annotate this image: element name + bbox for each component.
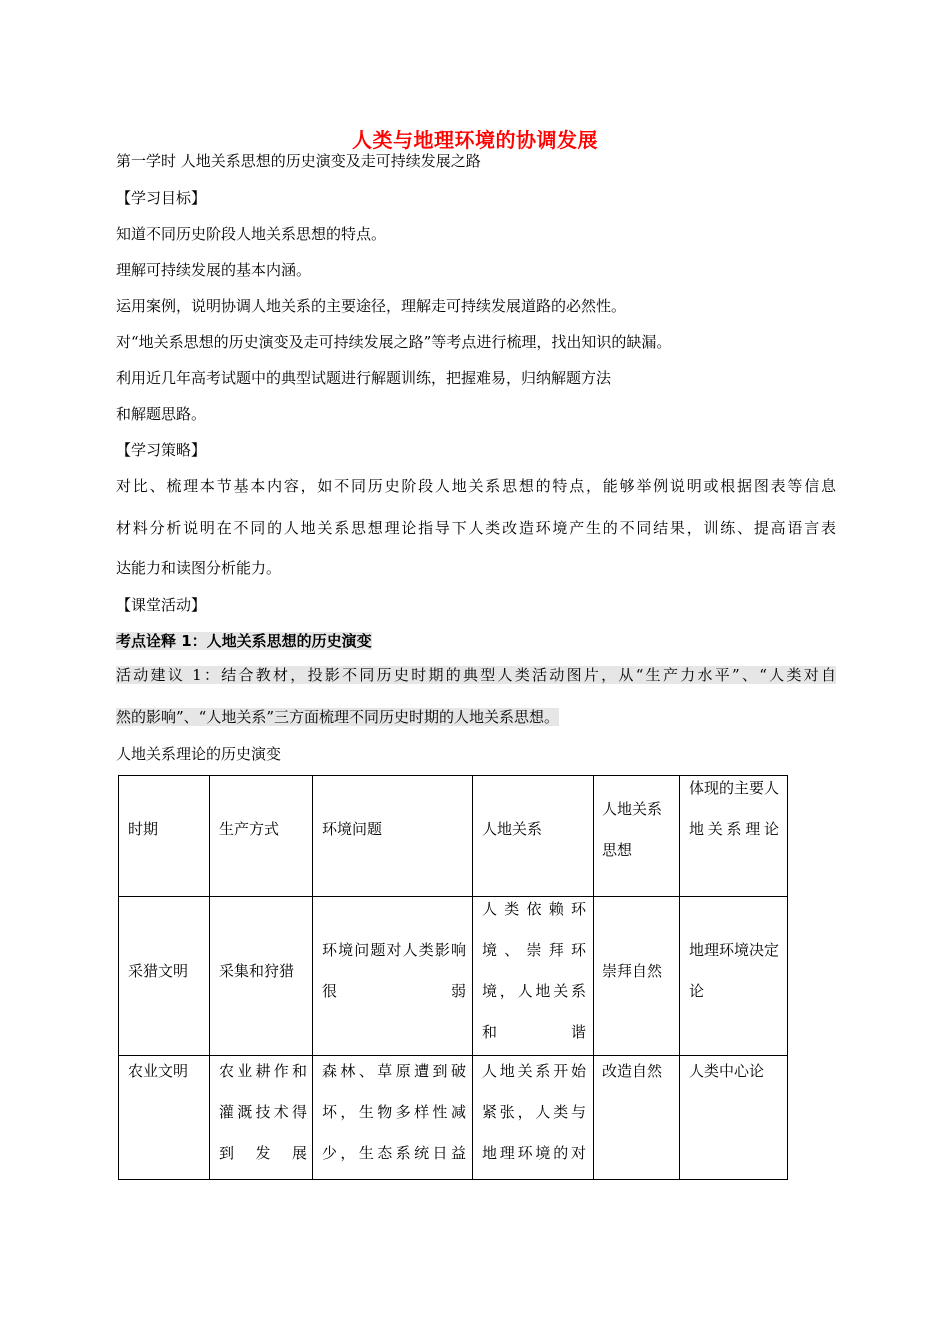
activity-suggestion-line: 活动建议 1：结合教材，投影不同历史时期的典型人类活动图片，从“生产力水平”、“人类对自 — [116, 666, 836, 684]
strategy-line: 达能力和读图分析能力。 — [116, 559, 282, 577]
table-border — [787, 775, 788, 1180]
table-header-cell: 体现的主要人地关系理论 — [689, 779, 780, 838]
objective-item: 知道不同历史阶段人地关系思想的特点。 — [116, 225, 387, 243]
table-border — [118, 775, 788, 776]
table-border — [118, 1179, 788, 1180]
objective-item: 运用案例，说明协调人地关系的主要途径，理解走可持续发展道路的必然性。 — [116, 297, 627, 315]
table-border — [118, 775, 119, 1180]
activity-heading: 【课堂活动】 — [116, 596, 207, 614]
theory-evolution-table — [118, 775, 788, 1180]
activity-suggestion-line: 然的影响”、“人地关系”三方面梳理不同历史时期的人地关系思想。 — [116, 708, 560, 726]
table-cell: 环境问题对人类影响很弱 — [322, 941, 466, 1000]
table-border — [679, 775, 680, 1180]
table-cell: 崇拜自然 — [602, 962, 663, 980]
table-cell: 人地关系开始紧张，人类与地理环境的对 — [482, 1062, 586, 1162]
table-border — [118, 896, 788, 897]
table-header-cell: 时期 — [128, 820, 159, 838]
table-cell: 人类中心论 — [689, 1062, 765, 1080]
table-header-cell: 生产方式 — [219, 820, 280, 838]
objectives-heading: 【学习目标】 — [116, 189, 207, 207]
strategy-heading: 【学习策略】 — [116, 441, 207, 459]
objective-item: 理解可持续发展的基本内涵。 — [116, 261, 312, 279]
table-header-cell: 人地关系 — [482, 820, 543, 838]
table-cell: 采猎文明 — [128, 962, 189, 980]
table-cell: 改造自然 — [602, 1062, 663, 1080]
lesson-subtitle: 第一学时 人地关系思想的历史演变及走可持续发展之路 — [116, 152, 481, 170]
objective-item: 和解题思路。 — [116, 405, 207, 423]
table-cell: 农业耕作和灌溉技术得到发展 — [219, 1062, 307, 1162]
table-cell: 采集和狩猎 — [219, 962, 295, 980]
table-caption: 人地关系理论的历史演变 — [116, 745, 282, 763]
table-header-cell: 人地关系思想 — [602, 800, 663, 859]
table-border — [312, 775, 313, 1180]
table-border — [593, 775, 594, 1180]
table-cell: 人类依赖环境、崇拜环境，人地关系和谐 — [482, 900, 586, 1041]
strategy-line: 材料分析说明在不同的人地关系思想理论指导下人类改造环境产生的不同结果，训练、提高语言表 — [116, 519, 836, 537]
table-header-cell: 环境问题 — [322, 820, 383, 838]
table-cell: 森林、草原遭到破坏，生物多样性减少，生态系统日益 — [322, 1062, 466, 1162]
strategy-line: 对比、梳理本节基本内容，如不同历史阶段人地关系思想的特点，能够举例说明或根据图表等信息 — [116, 477, 836, 495]
objective-item: 利用近几年高考试题中的典型试题进行解题训练，把握难易，归纳解题方法 — [116, 369, 612, 387]
table-cell: 地理环境决定论 — [689, 941, 780, 1000]
objective-item: 对“地关系思想的历史演变及走可持续发展之路”等考点进行梳理，找出知识的缺漏。 — [116, 333, 672, 351]
page-title: 人类与地理环境的协调发展 — [352, 128, 598, 152]
table-border — [209, 775, 210, 1180]
table-cell: 农业文明 — [128, 1062, 189, 1080]
table-border — [472, 775, 473, 1180]
kaodian-heading: 考点诠释 1：人地关系思想的历史演变 — [116, 632, 372, 650]
